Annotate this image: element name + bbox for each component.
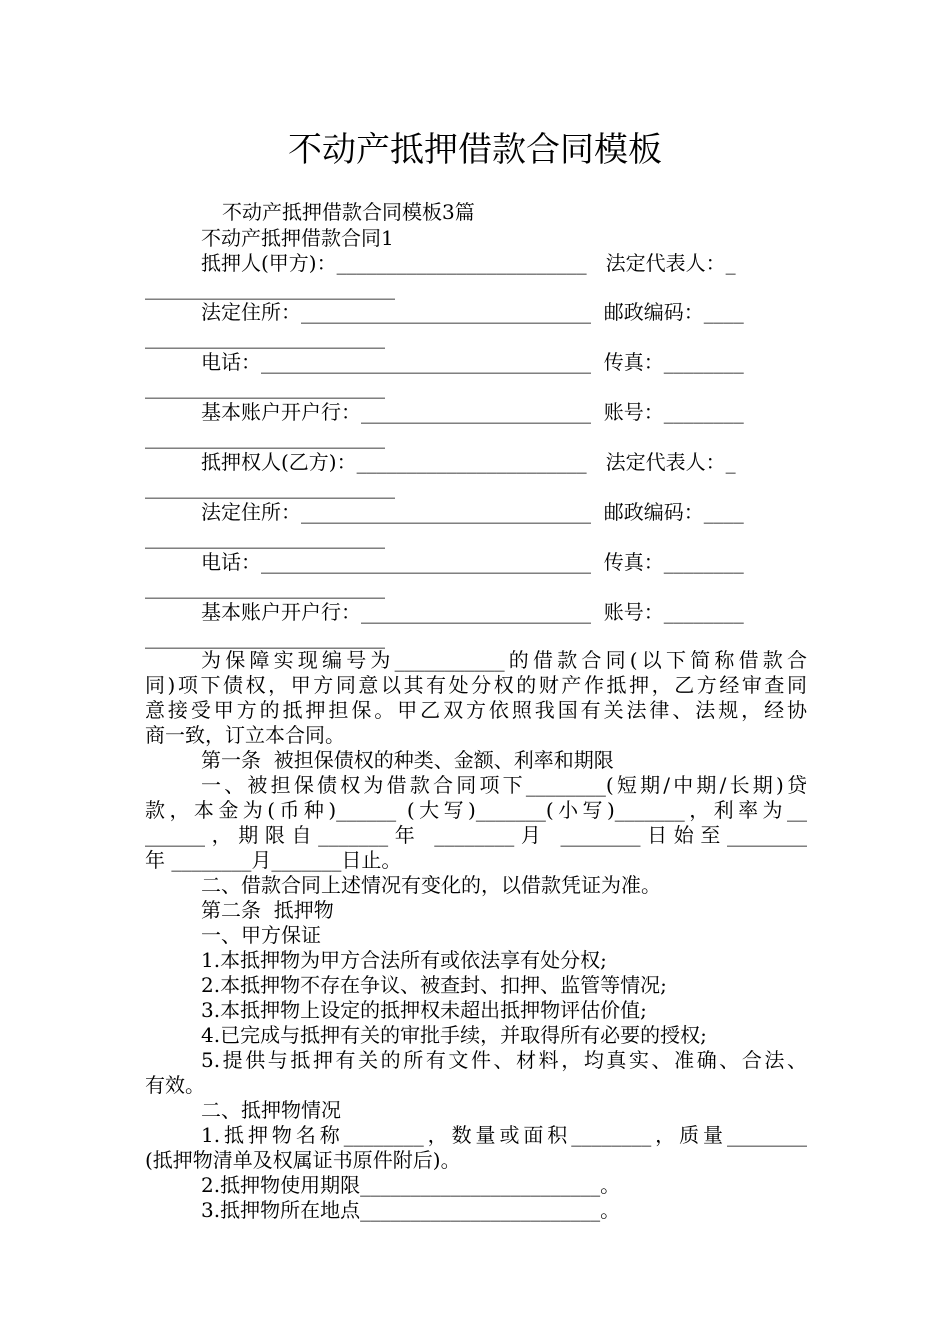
text-line: 基本账户开户行：_______________________ 账号：________ bbox=[201, 400, 744, 424]
text-line: 不动产抵押借款合同模板3篇 bbox=[222, 200, 475, 224]
text-line: 款，本金为(币种)______ (大写)_______(小写)_______，利率为__ bbox=[145, 798, 807, 822]
text-line: 1.抵押物名称________，数量或面积________，质量________ bbox=[201, 1123, 807, 1147]
text-line: ________________________ bbox=[145, 525, 385, 549]
text-line: 为保障实现编号为___________的借款合同(以下简称借款合 bbox=[201, 648, 807, 672]
text-line: 第二条 抵押物 bbox=[201, 898, 334, 922]
text-line: 有效。 bbox=[145, 1073, 205, 1097]
text-line: 基本账户开户行：_______________________ 账号：________ bbox=[201, 600, 744, 624]
text-line: 5.提供与抵押有关的所有文件、材料，均真实、准确、合法、 bbox=[201, 1048, 807, 1072]
text-line: ________________________ bbox=[145, 325, 385, 349]
text-line: ________________________ bbox=[145, 625, 385, 649]
text-line: 一、被担保债权为借款合同项下________(短期/中期/长期)贷 bbox=[201, 773, 807, 797]
text-line: 年 ________月_______日止。 bbox=[145, 848, 402, 872]
text-line: 同)项下债权，甲方同意以其有处分权的财产作抵押，乙方经审查同 bbox=[145, 673, 807, 697]
text-line: 商一致，订立本合同。 bbox=[145, 723, 345, 747]
text-line: 第一条 被担保债权的种类、金额、利率和期限 bbox=[201, 748, 614, 772]
text-line: 意接受甲方的抵押担保。甲乙双方依照我国有关法律、法规，经协 bbox=[145, 698, 807, 722]
text-line: 二、借款合同上述情况有变化的，以借款凭证为准。 bbox=[201, 873, 661, 897]
text-line: 二、抵押物情况 bbox=[201, 1098, 341, 1122]
text-line: 4.已完成与抵押有关的审批手续，并取得所有必要的授权; bbox=[201, 1023, 707, 1047]
text-line: ________________________ bbox=[145, 375, 385, 399]
text-line: 抵押权人(乙方)：_______________________ 法定代表人：_ bbox=[201, 450, 736, 474]
text-line: ________________________ bbox=[145, 575, 385, 599]
text-line: 2.抵押物使用期限________________________。 bbox=[201, 1173, 621, 1197]
text-line: 3.本抵押物上设定的抵押权未超出抵押物评估价值; bbox=[201, 998, 647, 1022]
text-line: _________________________ bbox=[145, 475, 395, 499]
text-line: 2.本抵押物不存在争议、被查封、扣押、监管等情况; bbox=[201, 973, 667, 997]
text-line: _________________________ bbox=[145, 276, 395, 300]
text-line: ________________________ bbox=[145, 425, 385, 449]
text-line: 3.抵押物所在地点________________________。 bbox=[201, 1198, 621, 1222]
text-line: (抵押物清单及权属证书原件附后)。 bbox=[145, 1148, 461, 1172]
text-line: 电话：_________________________________ 传真：________ bbox=[201, 550, 744, 574]
text-line: 电话：_________________________________ 传真：________ bbox=[201, 350, 744, 374]
text-line: 抵押人(甲方)：_________________________ 法定代表人：_ bbox=[201, 251, 736, 275]
document-title: 不动产抵押借款合同模板 bbox=[288, 130, 662, 170]
text-line: 1.本抵押物为甲方合法所有或依法享有处分权; bbox=[201, 948, 607, 972]
text-line: 法定住所：_____________________________ 邮政编码：____ bbox=[201, 300, 744, 324]
text-line: ______，期限自_______年 ________月 ________日始至________ bbox=[145, 823, 807, 847]
text-line: 不动产抵押借款合同1 bbox=[201, 226, 394, 250]
text-line: 法定住所：_____________________________ 邮政编码：____ bbox=[201, 500, 744, 524]
text-line: 一、甲方保证 bbox=[201, 923, 321, 947]
